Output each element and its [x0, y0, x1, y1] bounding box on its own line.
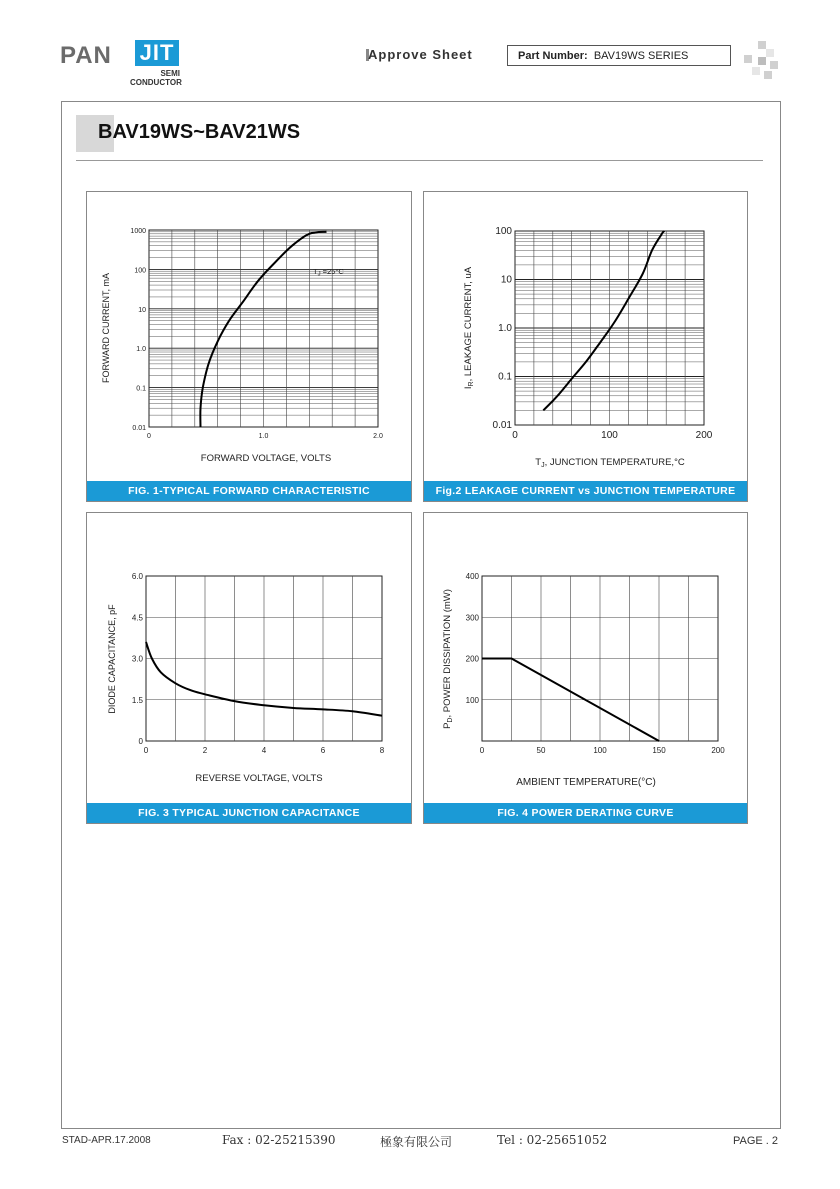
- x-tick-label: 200: [695, 430, 713, 441]
- fig3-caption: FIG. 3 TYPICAL JUNCTION CAPACITANCE: [87, 803, 411, 823]
- y-tick-label: 0.01: [132, 425, 146, 432]
- y-tick-label: 0.01: [492, 420, 512, 431]
- x-tick-label: 8: [379, 746, 385, 755]
- part-number-label: Part Number:: [518, 50, 588, 62]
- fig1-caption: FIG. 1-TYPICAL FORWARD CHARACTERISTIC: [87, 481, 411, 501]
- fig3-chart: [87, 513, 413, 805]
- part-number-box: [507, 45, 731, 66]
- footer-doc-id: STAD-APR.17.2008: [62, 1135, 151, 1146]
- y-tick-label: 100: [465, 695, 479, 705]
- y-tick-label: 100: [495, 226, 512, 237]
- x-tick-label: 4: [261, 746, 267, 755]
- fig3-panel: [86, 512, 412, 824]
- y-tick-label: 4.5: [131, 613, 143, 623]
- fig2-panel: [423, 191, 748, 502]
- fig4-panel: [423, 512, 748, 824]
- x-tick-label: 0: [512, 430, 518, 441]
- y-tick-label: 100: [134, 267, 146, 275]
- part-number-value: BAV19WS SERIES: [593, 50, 689, 62]
- x-tick-label: 200: [711, 746, 725, 755]
- y-tick-label: 1000: [130, 228, 146, 235]
- logo-subtitle: [130, 69, 180, 87]
- x-tick-label: 100: [601, 430, 618, 441]
- footer-tel: Tel : 02-25651052: [497, 1133, 608, 1147]
- logo-sub-semi: SEMI: [160, 69, 180, 78]
- x-tick-label: 150: [652, 746, 666, 755]
- fig4-x-axis-label: AMBIENT TEMPERATURE(°C): [516, 777, 656, 788]
- fig4-caption: FIG. 4 POWER DERATING CURVE: [424, 803, 747, 823]
- fig1-panel: [86, 191, 412, 502]
- y-tick-label: 0: [138, 737, 143, 746]
- y-tick-label: 1.5: [131, 695, 143, 705]
- footer-fax: Fax : 02-25215390: [222, 1133, 336, 1147]
- logo-text-pan: PAN: [60, 42, 112, 69]
- y-tick-label: 10: [138, 306, 146, 314]
- data-curve: [543, 231, 664, 410]
- logo-text-jit: JIT: [135, 40, 179, 66]
- x-tick-label: 1.0: [258, 433, 269, 440]
- fig2-y-axis-label: $I_R$, LEAKAGE CURRENT, uA: [463, 266, 475, 390]
- y-tick-label: 1.0: [136, 346, 146, 354]
- fig1-y-axis-label: FORWARD CURRENT, mA: [101, 273, 111, 383]
- fig2-caption: Fig.2 LEAKAGE CURRENT vs JUNCTION TEMPERATURE: [424, 481, 747, 501]
- y-tick-label: 3.0: [131, 654, 143, 664]
- x-tick-label: 0: [143, 746, 149, 755]
- x-tick-label: 6: [320, 746, 326, 755]
- decorative-squares-icon: [744, 41, 780, 79]
- x-tick-label: 2.0: [373, 433, 383, 440]
- fig3-x-axis-label: REVERSE VOLTAGE, VOLTS: [195, 773, 323, 784]
- fig1-annotation: $T_J =25^\circ C$: [313, 267, 344, 278]
- y-tick-label: 200: [465, 654, 479, 664]
- panjit-logo: [60, 40, 200, 90]
- y-tick-label: 1.0: [498, 323, 512, 334]
- approve-sheet-label: Approve Sheet: [368, 47, 473, 62]
- y-tick-label: 300: [465, 613, 479, 623]
- fig2-x-axis-label: $T_J$, JUNCTION TEMPERATURE,°C: [535, 457, 685, 469]
- logo-sub-conductor: CONDUCTOR: [130, 78, 182, 87]
- fig4-chart: [424, 513, 749, 805]
- y-tick-label: 6.0: [131, 572, 143, 581]
- y-tick-label: 400: [465, 572, 479, 581]
- fig1-chart: [87, 192, 413, 483]
- page-title: BAV19WS~BAV21WS: [98, 121, 301, 143]
- fig3-y-axis-label: DIODE CAPACITANCE, pF: [107, 604, 117, 714]
- x-tick-label: 100: [593, 746, 607, 755]
- x-tick-label: 0: [479, 746, 485, 755]
- fig1-x-axis-label: FORWARD VOLTAGE, VOLTS: [200, 453, 332, 464]
- x-tick-label: 0: [147, 433, 151, 440]
- y-tick-label: 0.1: [498, 371, 512, 383]
- y-tick-label: 10: [500, 274, 512, 286]
- x-tick-label: 50: [536, 746, 546, 755]
- fig2-chart: [424, 192, 749, 483]
- footer-company: 極象有限公司: [380, 1135, 453, 1149]
- x-tick-label: 2: [202, 746, 208, 755]
- y-tick-label: 0.1: [136, 385, 146, 393]
- title-divider: [76, 160, 763, 161]
- footer-page-number: PAGE . 2: [733, 1135, 779, 1147]
- fig4-y-axis-label: $P_D$, POWER DISSIPATION (mW): [442, 589, 454, 729]
